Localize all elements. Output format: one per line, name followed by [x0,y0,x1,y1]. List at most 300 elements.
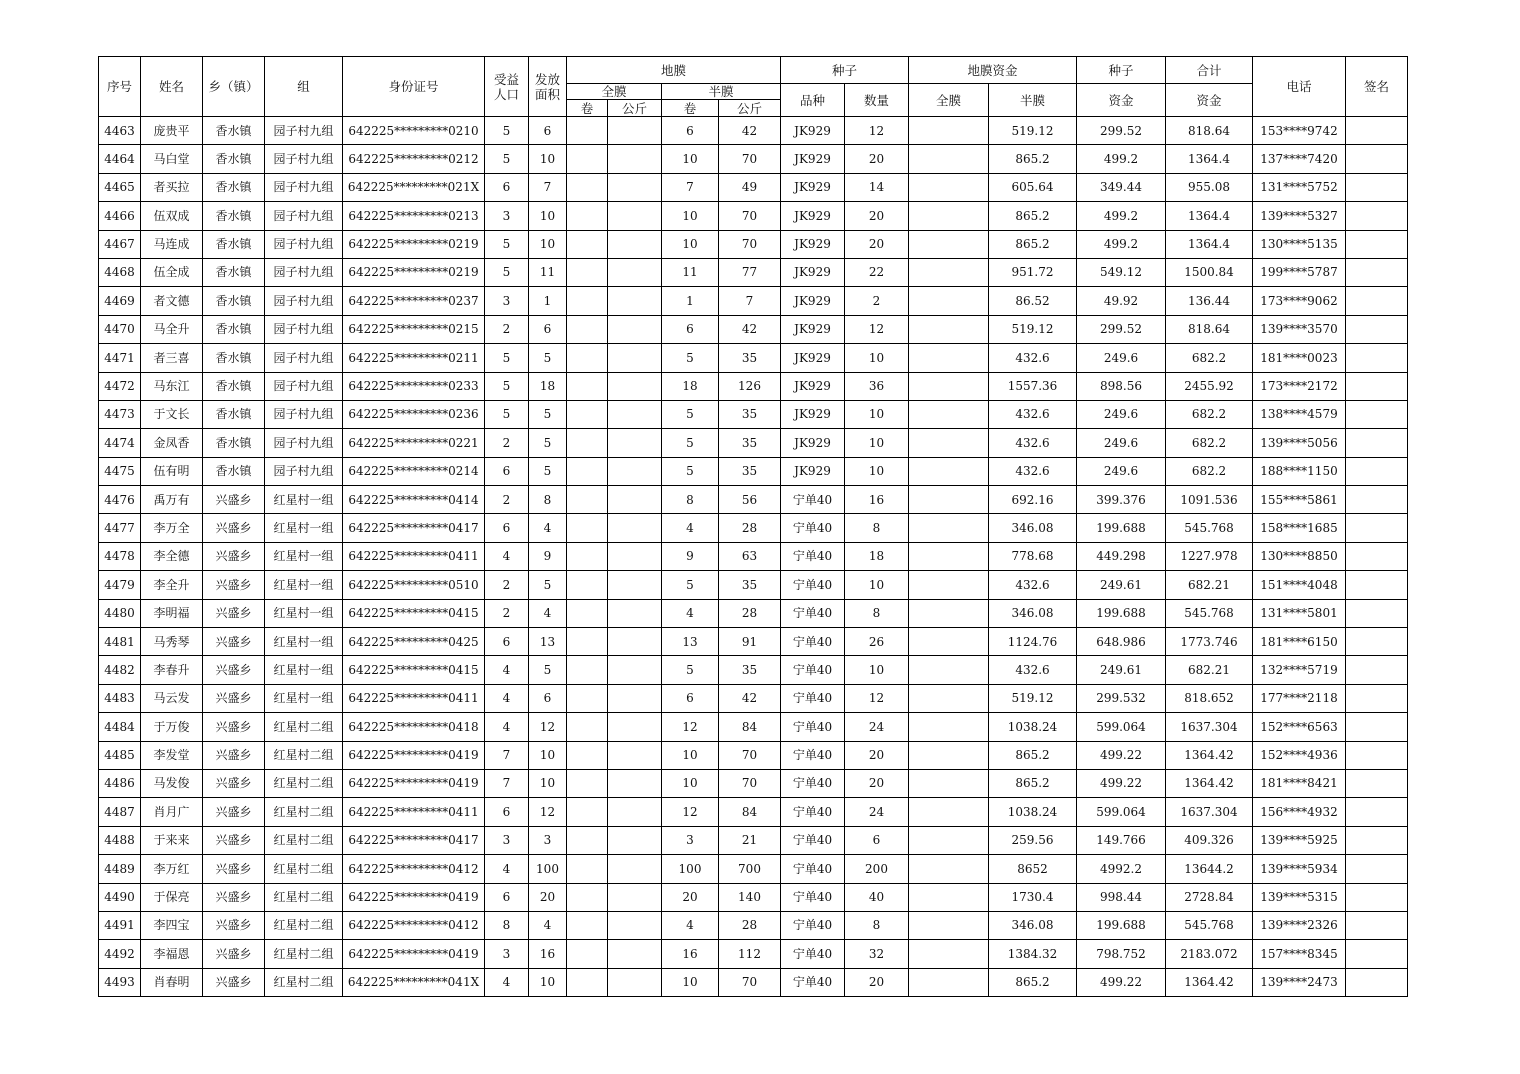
cell-sign [1346,599,1408,627]
cell-full-roll [567,968,608,996]
cell-seq: 4478 [99,542,141,570]
cell-total-fund: 1364.4 [1166,202,1253,230]
cell-seed-fund: 599.064 [1077,798,1166,826]
cell-total-fund: 545.768 [1166,599,1253,627]
cell-name: 者文德 [141,287,203,315]
header-full-roll: 卷 [567,100,608,117]
cell-seq: 4468 [99,258,141,286]
cell-sign [1346,372,1408,400]
cell-phone: 131****5752 [1253,173,1346,201]
cell-fund-half: 951.72 [989,258,1077,286]
cell-sign [1346,911,1408,939]
cell-beneficiaries: 4 [485,542,529,570]
cell-phone: 139****5934 [1253,855,1346,883]
cell-half-roll: 11 [662,258,719,286]
cell-half-roll: 4 [662,514,719,542]
cell-area: 12 [529,798,567,826]
cell-full-roll [567,344,608,372]
header-seed-fund-bottom: 资金 [1077,84,1166,117]
cell-beneficiaries: 6 [485,173,529,201]
cell-full-roll [567,741,608,769]
cell-phone: 130****8850 [1253,542,1346,570]
cell-id-number: 642225*********0412 [343,855,485,883]
cell-seed-fund: 499.2 [1077,202,1166,230]
cell-township: 香水镇 [203,173,265,201]
cell-half-roll: 10 [662,202,719,230]
cell-area: 18 [529,372,567,400]
cell-total-fund: 682.2 [1166,429,1253,457]
cell-phone: 157****8345 [1253,940,1346,968]
cell-township: 兴盛乡 [203,599,265,627]
cell-total-fund: 2728.84 [1166,883,1253,911]
cell-half-kg: 49 [719,173,781,201]
cell-seed-fund: 4992.2 [1077,855,1166,883]
cell-sign [1346,117,1408,145]
cell-qty: 10 [845,457,909,485]
cell-total-fund: 682.21 [1166,571,1253,599]
cell-variety: JK929 [781,315,845,343]
cell-group: 红星村一组 [265,514,343,542]
cell-sign [1346,571,1408,599]
cell-half-kg: 56 [719,486,781,514]
cell-seed-fund: 499.22 [1077,769,1166,797]
cell-phone: 158****1685 [1253,514,1346,542]
cell-id-number: 642225*********041X [343,968,485,996]
cell-name: 马发俊 [141,769,203,797]
cell-total-fund: 1637.304 [1166,798,1253,826]
cell-half-kg: 42 [719,684,781,712]
cell-seq: 4482 [99,656,141,684]
cell-name: 马东江 [141,372,203,400]
cell-full-kg [608,315,662,343]
cell-sign [1346,542,1408,570]
cell-variety: 宁单40 [781,826,845,854]
cell-fund-full [909,769,989,797]
cell-group: 园子村九组 [265,202,343,230]
cell-qty: 12 [845,117,909,145]
cell-fund-half: 519.12 [989,117,1077,145]
cell-fund-full [909,599,989,627]
cell-group: 红星村二组 [265,826,343,854]
cell-name: 伍双成 [141,202,203,230]
cell-qty: 36 [845,372,909,400]
cell-fund-full [909,542,989,570]
cell-name: 庞贵平 [141,117,203,145]
cell-total-fund: 818.64 [1166,117,1253,145]
cell-township: 兴盛乡 [203,486,265,514]
cell-half-roll: 4 [662,599,719,627]
cell-qty: 20 [845,230,909,258]
cell-beneficiaries: 7 [485,769,529,797]
cell-township: 香水镇 [203,258,265,286]
cell-seq: 4465 [99,173,141,201]
table-row [99,798,1408,826]
cell-fund-full [909,400,989,428]
cell-group: 园子村九组 [265,230,343,258]
cell-id-number: 642225*********0419 [343,940,485,968]
cell-area: 6 [529,684,567,712]
cell-name: 李明福 [141,599,203,627]
cell-beneficiaries: 4 [485,684,529,712]
cell-name: 禹万有 [141,486,203,514]
cell-variety: 宁单40 [781,599,845,627]
cell-variety: 宁单40 [781,486,845,514]
cell-fund-half: 432.6 [989,400,1077,428]
cell-full-roll [567,684,608,712]
cell-area: 10 [529,968,567,996]
cell-seq: 4474 [99,429,141,457]
table-row [99,258,1408,286]
cell-group: 园子村九组 [265,315,343,343]
table-row [99,826,1408,854]
cell-area: 10 [529,741,567,769]
cell-half-roll: 10 [662,741,719,769]
cell-full-kg [608,344,662,372]
header-half-kg: 公斤 [719,100,781,117]
cell-fund-full [909,911,989,939]
cell-fund-half: 865.2 [989,769,1077,797]
cell-variety: JK929 [781,287,845,315]
cell-qty: 12 [845,684,909,712]
cell-phone: 156****4932 [1253,798,1346,826]
cell-variety: 宁单40 [781,855,845,883]
header-township: 乡（镇） [203,57,265,117]
cell-full-roll [567,258,608,286]
cell-area: 3 [529,826,567,854]
table-row [99,400,1408,428]
cell-full-kg [608,883,662,911]
cell-seed-fund: 399.376 [1077,486,1166,514]
cell-township: 兴盛乡 [203,514,265,542]
table-row [99,713,1408,741]
cell-fund-full [909,940,989,968]
cell-variety: 宁单40 [781,656,845,684]
cell-area: 100 [529,855,567,883]
cell-fund-full [909,713,989,741]
cell-seed-fund: 249.6 [1077,429,1166,457]
cell-half-kg: 35 [719,571,781,599]
cell-half-roll: 9 [662,542,719,570]
cell-township: 兴盛乡 [203,968,265,996]
cell-name: 李福恩 [141,940,203,968]
cell-qty: 20 [845,202,909,230]
cell-variety: 宁单40 [781,968,845,996]
cell-area: 1 [529,287,567,315]
cell-phone: 181****6150 [1253,628,1346,656]
cell-half-roll: 3 [662,826,719,854]
cell-seq: 4488 [99,826,141,854]
cell-group: 园子村九组 [265,429,343,457]
cell-qty: 10 [845,429,909,457]
cell-fund-full [909,457,989,485]
cell-full-kg [608,599,662,627]
cell-name: 李发堂 [141,741,203,769]
cell-full-roll [567,514,608,542]
cell-fund-half: 865.2 [989,202,1077,230]
cell-half-roll: 13 [662,628,719,656]
cell-township: 兴盛乡 [203,656,265,684]
cell-half-kg: 42 [719,117,781,145]
cell-beneficiaries: 2 [485,599,529,627]
cell-beneficiaries: 4 [485,713,529,741]
cell-fund-full [909,968,989,996]
cell-phone: 152****4936 [1253,741,1346,769]
cell-half-roll: 1 [662,287,719,315]
cell-sign [1346,173,1408,201]
cell-seq: 4470 [99,315,141,343]
cell-qty: 20 [845,769,909,797]
cell-fund-full [909,230,989,258]
cell-qty: 10 [845,400,909,428]
cell-area: 4 [529,911,567,939]
cell-half-kg: 700 [719,855,781,883]
cell-half-kg: 35 [719,656,781,684]
cell-phone: 151****4048 [1253,571,1346,599]
cell-name: 李万红 [141,855,203,883]
cell-group: 红星村二组 [265,798,343,826]
subsidy-table-sheet [98,56,1408,997]
cell-fund-half: 432.6 [989,656,1077,684]
cell-half-roll: 8 [662,486,719,514]
table-row [99,344,1408,372]
cell-area: 9 [529,542,567,570]
cell-seq: 4476 [99,486,141,514]
cell-seq: 4475 [99,457,141,485]
cell-group: 园子村九组 [265,457,343,485]
header-film-fund: 地膜资金 [909,57,1077,84]
cell-total-fund: 2183.072 [1166,940,1253,968]
cell-qty: 24 [845,713,909,741]
cell-fund-full [909,571,989,599]
cell-seed-fund: 648.986 [1077,628,1166,656]
cell-total-fund: 2455.92 [1166,372,1253,400]
cell-beneficiaries: 2 [485,429,529,457]
cell-full-roll [567,542,608,570]
cell-full-kg [608,514,662,542]
cell-half-roll: 20 [662,883,719,911]
cell-full-roll [567,400,608,428]
cell-full-roll [567,940,608,968]
cell-variety: 宁单40 [781,741,845,769]
cell-fund-half: 8652 [989,855,1077,883]
cell-fund-half: 346.08 [989,514,1077,542]
cell-name: 于保亮 [141,883,203,911]
cell-total-fund: 13644.2 [1166,855,1253,883]
cell-full-roll [567,117,608,145]
cell-group: 红星村二组 [265,713,343,741]
cell-fund-full [909,486,989,514]
cell-phone: 139****5327 [1253,202,1346,230]
cell-variety: 宁单40 [781,713,845,741]
cell-full-roll [567,571,608,599]
cell-township: 香水镇 [203,457,265,485]
cell-fund-half: 865.2 [989,741,1077,769]
cell-full-kg [608,798,662,826]
cell-half-kg: 84 [719,798,781,826]
cell-seed-fund: 549.12 [1077,258,1166,286]
cell-half-roll: 100 [662,855,719,883]
cell-township: 香水镇 [203,429,265,457]
cell-variety: JK929 [781,117,845,145]
table-row [99,571,1408,599]
table-row [99,202,1408,230]
cell-seed-fund: 199.688 [1077,514,1166,542]
cell-phone: 153****9742 [1253,117,1346,145]
cell-beneficiaries: 6 [485,798,529,826]
cell-id-number: 642225*********0411 [343,684,485,712]
cell-fund-half: 259.56 [989,826,1077,854]
cell-half-kg: 84 [719,713,781,741]
cell-variety: JK929 [781,230,845,258]
cell-variety: 宁单40 [781,684,845,712]
cell-seed-fund: 249.6 [1077,400,1166,428]
table-row [99,542,1408,570]
cell-phone: 139****2326 [1253,911,1346,939]
cell-name: 马全升 [141,315,203,343]
cell-area: 5 [529,656,567,684]
cell-half-kg: 70 [719,230,781,258]
cell-seed-fund: 449.298 [1077,542,1166,570]
cell-total-fund: 682.2 [1166,457,1253,485]
cell-qty: 2 [845,287,909,315]
cell-full-roll [567,798,608,826]
cell-group: 红星村一组 [265,599,343,627]
cell-seed-fund: 249.61 [1077,571,1166,599]
cell-name: 李全升 [141,571,203,599]
cell-sign [1346,344,1408,372]
cell-township: 兴盛乡 [203,571,265,599]
cell-full-roll [567,230,608,258]
cell-group: 红星村二组 [265,911,343,939]
cell-seq: 4491 [99,911,141,939]
cell-total-fund: 818.64 [1166,315,1253,343]
cell-half-kg: 70 [719,145,781,173]
cell-fund-full [909,628,989,656]
cell-sign [1346,202,1408,230]
table-row [99,173,1408,201]
cell-seed-fund: 898.56 [1077,372,1166,400]
cell-group: 红星村二组 [265,883,343,911]
cell-sign [1346,514,1408,542]
cell-fund-full [909,798,989,826]
cell-name: 伍有明 [141,457,203,485]
cell-seed-fund: 249.6 [1077,457,1166,485]
header-seed-fund-top: 种子 [1077,57,1166,84]
cell-full-roll [567,656,608,684]
cell-name: 者三喜 [141,344,203,372]
cell-fund-half: 432.6 [989,571,1077,599]
cell-total-fund: 1637.304 [1166,713,1253,741]
cell-full-kg [608,940,662,968]
cell-sign [1346,968,1408,996]
cell-id-number: 642225*********0411 [343,798,485,826]
cell-total-fund: 1500.84 [1166,258,1253,286]
cell-seed-fund: 249.6 [1077,344,1166,372]
cell-half-kg: 77 [719,258,781,286]
cell-beneficiaries: 6 [485,457,529,485]
cell-half-kg: 28 [719,911,781,939]
cell-sign [1346,258,1408,286]
cell-variety: 宁单40 [781,628,845,656]
cell-seq: 4485 [99,741,141,769]
cell-id-number: 642225*********0215 [343,315,485,343]
cell-fund-full [909,514,989,542]
cell-group: 园子村九组 [265,287,343,315]
cell-seed-fund: 249.61 [1077,656,1166,684]
header-fund-full: 全膜 [909,84,989,117]
cell-half-roll: 18 [662,372,719,400]
cell-half-roll: 7 [662,173,719,201]
table-row [99,457,1408,485]
cell-area: 11 [529,258,567,286]
cell-seq: 4483 [99,684,141,712]
cell-seed-fund: 299.52 [1077,315,1166,343]
cell-qty: 14 [845,173,909,201]
cell-group: 园子村九组 [265,344,343,372]
cell-group: 红星村一组 [265,656,343,684]
cell-id-number: 642225*********0510 [343,571,485,599]
cell-beneficiaries: 5 [485,230,529,258]
cell-township: 兴盛乡 [203,798,265,826]
cell-fund-full [909,855,989,883]
cell-group: 园子村九组 [265,400,343,428]
cell-area: 4 [529,599,567,627]
cell-sign [1346,486,1408,514]
header-seed: 种子 [781,57,909,84]
cell-name: 马连成 [141,230,203,258]
cell-sign [1346,684,1408,712]
cell-id-number: 642225*********0237 [343,287,485,315]
cell-id-number: 642225*********0415 [343,656,485,684]
cell-area: 5 [529,571,567,599]
cell-seed-fund: 349.44 [1077,173,1166,201]
cell-total-fund: 1091.536 [1166,486,1253,514]
cell-seed-fund: 499.22 [1077,741,1166,769]
cell-qty: 18 [845,542,909,570]
header-sign: 签名 [1346,57,1408,117]
cell-fund-full [909,372,989,400]
cell-total-fund: 545.768 [1166,911,1253,939]
cell-area: 13 [529,628,567,656]
cell-name: 李全德 [141,542,203,570]
cell-name: 马云发 [141,684,203,712]
cell-fund-half: 432.6 [989,457,1077,485]
cell-beneficiaries: 8 [485,911,529,939]
cell-fund-half: 346.08 [989,599,1077,627]
cell-qty: 20 [845,741,909,769]
cell-phone: 199****5787 [1253,258,1346,286]
cell-seed-fund: 998.44 [1077,883,1166,911]
cell-beneficiaries: 5 [485,372,529,400]
cell-half-roll: 6 [662,684,719,712]
cell-beneficiaries: 2 [485,315,529,343]
cell-half-kg: 35 [719,344,781,372]
cell-seed-fund: 798.752 [1077,940,1166,968]
cell-qty: 20 [845,145,909,173]
cell-fund-half: 865.2 [989,145,1077,173]
cell-township: 香水镇 [203,117,265,145]
cell-township: 香水镇 [203,372,265,400]
cell-half-kg: 28 [719,599,781,627]
cell-total-fund: 1364.4 [1166,230,1253,258]
cell-qty: 26 [845,628,909,656]
cell-half-roll: 12 [662,798,719,826]
cell-full-kg [608,855,662,883]
cell-beneficiaries: 5 [485,258,529,286]
cell-id-number: 642225*********0212 [343,145,485,173]
cell-id-number: 642225*********0219 [343,230,485,258]
cell-sign [1346,940,1408,968]
